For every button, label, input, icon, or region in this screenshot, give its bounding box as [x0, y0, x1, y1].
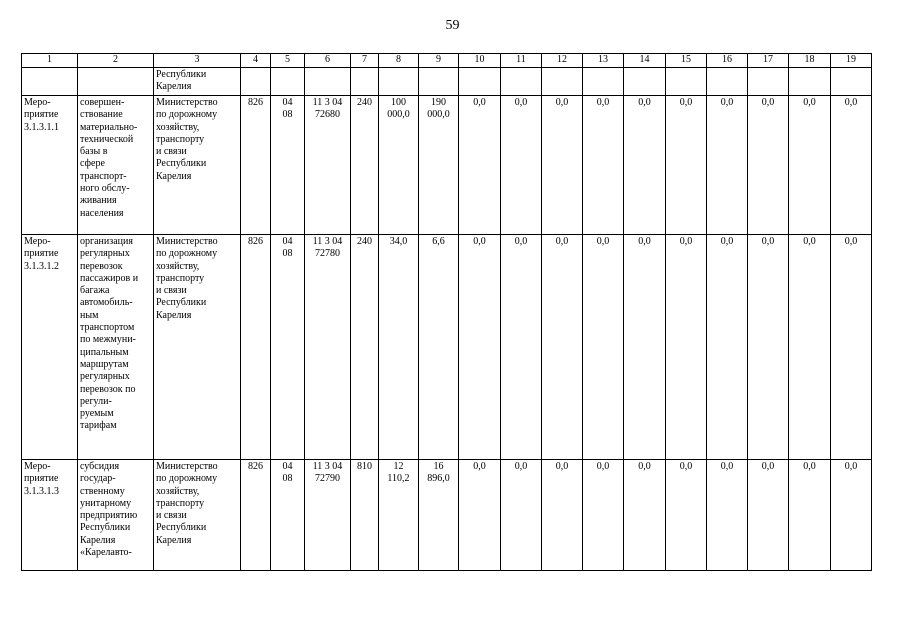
value-cell: 0,0 — [789, 235, 831, 460]
value-cell: 0,0 — [459, 235, 501, 460]
table-row — [22, 235, 872, 460]
column-header: 11 — [501, 54, 542, 68]
measure-id-cell: Меро- приятие 3.1.3.1.1 — [22, 96, 78, 235]
value-cell: 0,0 — [583, 235, 624, 460]
table-cell — [459, 68, 501, 96]
value-cell: 0,0 — [666, 460, 707, 571]
responsible-executor-cell: Республики Карелия — [154, 68, 241, 96]
value-cell: 100 000,0 — [379, 96, 419, 235]
column-header: 6 — [305, 54, 351, 68]
column-header: 10 — [459, 54, 501, 68]
table-row — [22, 460, 872, 571]
value-cell: 0,0 — [542, 96, 583, 235]
column-header: 14 — [624, 54, 666, 68]
column-header: 8 — [379, 54, 419, 68]
table-cell — [305, 68, 351, 96]
continuation-row — [22, 68, 872, 96]
column-header: 4 — [241, 54, 271, 68]
column-header: 13 — [583, 54, 624, 68]
vr-cell: 810 — [351, 460, 379, 571]
value-cell: 0,0 — [624, 235, 666, 460]
column-header: 1 — [22, 54, 78, 68]
value-cell: 0,0 — [624, 96, 666, 235]
table-cell — [241, 68, 271, 96]
responsible-executor-cell: Министерство по дорожному хозяйству, транспорту и связи Республики Карелия — [154, 460, 241, 571]
measure-id-cell: Меро- приятие 3.1.3.1.3 — [22, 460, 78, 571]
table-cell — [666, 68, 707, 96]
value-cell: 0,0 — [789, 96, 831, 235]
value-cell: 34,0 — [379, 235, 419, 460]
table-row — [22, 96, 872, 235]
value-cell: 0,0 — [583, 460, 624, 571]
rzpr-cell: 04 08 — [271, 96, 305, 235]
responsible-executor-cell: Министерство по дорожному хозяйству, транспорту и связи Республики Карелия — [154, 235, 241, 460]
value-cell: 6,6 — [419, 235, 459, 460]
value-cell: 0,0 — [501, 96, 542, 235]
grbs-cell: 826 — [241, 235, 271, 460]
value-cell: 0,0 — [748, 96, 789, 235]
table-cell — [271, 68, 305, 96]
table-cell — [789, 68, 831, 96]
csr-cell: 11 3 04 72780 — [305, 235, 351, 460]
value-cell: 0,0 — [831, 96, 872, 235]
table-cell — [419, 68, 459, 96]
table-cell — [542, 68, 583, 96]
table-cell — [379, 68, 419, 96]
value-cell: 0,0 — [624, 460, 666, 571]
value-cell: 0,0 — [542, 235, 583, 460]
column-header: 17 — [748, 54, 789, 68]
value-cell: 0,0 — [459, 460, 501, 571]
table-cell — [583, 68, 624, 96]
value-cell: 0,0 — [789, 460, 831, 571]
csr-cell: 11 3 04 72680 — [305, 96, 351, 235]
csr-cell: 11 3 04 72790 — [305, 460, 351, 571]
measure-name-cell: совершен- ствование материально- технической базы в сфере транспорт- ного обслу- живания населения — [78, 96, 154, 235]
table-cell — [624, 68, 666, 96]
measure-id-cell: Меро- приятие 3.1.3.1.2 — [22, 235, 78, 460]
value-cell: 0,0 — [707, 96, 748, 235]
table-cell — [78, 68, 154, 96]
grbs-cell: 826 — [241, 96, 271, 235]
table-cell — [748, 68, 789, 96]
value-cell: 0,0 — [501, 460, 542, 571]
column-header: 19 — [831, 54, 872, 68]
value-cell: 0,0 — [831, 235, 872, 460]
value-cell: 0,0 — [831, 460, 872, 571]
value-cell: 0,0 — [748, 235, 789, 460]
rzpr-cell: 04 08 — [271, 235, 305, 460]
column-header: 9 — [419, 54, 459, 68]
column-header: 16 — [707, 54, 748, 68]
table-cell — [707, 68, 748, 96]
responsible-executor-cell: Министерство по дорожному хозяйству, транспорту и связи Республики Карелия — [154, 96, 241, 235]
measure-name-cell: организация регулярных перевозок пассажиров и багажа автомобиль- ным транспортом по межмуни- ципальным маршрутам регулярных перевозок по регули- руемым тарифам — [78, 235, 154, 460]
value-cell: 0,0 — [707, 235, 748, 460]
value-cell: 0,0 — [707, 460, 748, 571]
value-cell: 0,0 — [666, 96, 707, 235]
value-cell: 0,0 — [459, 96, 501, 235]
column-header: 5 — [271, 54, 305, 68]
vr-cell: 240 — [351, 96, 379, 235]
table-cell — [351, 68, 379, 96]
value-cell: 12 110,2 — [379, 460, 419, 571]
value-cell: 0,0 — [748, 460, 789, 571]
value-cell: 16 896,0 — [419, 460, 459, 571]
rzpr-cell: 04 08 — [271, 460, 305, 571]
column-header: 2 — [78, 54, 154, 68]
budget-table — [21, 53, 872, 571]
table-cell — [501, 68, 542, 96]
measure-name-cell: субсидия государ- ственному унитарному предприятию Республики Карелия «Карелавто- — [78, 460, 154, 571]
value-cell: 0,0 — [542, 460, 583, 571]
value-cell: 190 000,0 — [419, 96, 459, 235]
table-cell — [831, 68, 872, 96]
value-cell: 0,0 — [583, 96, 624, 235]
page-number: 59 — [445, 18, 460, 33]
column-number-row — [22, 54, 872, 68]
column-header: 12 — [542, 54, 583, 68]
vr-cell: 240 — [351, 235, 379, 460]
value-cell: 0,0 — [666, 235, 707, 460]
column-header: 15 — [666, 54, 707, 68]
grbs-cell: 826 — [241, 460, 271, 571]
column-header: 18 — [789, 54, 831, 68]
column-header: 3 — [154, 54, 241, 68]
table-cell — [22, 68, 78, 96]
column-header: 7 — [351, 54, 379, 68]
value-cell: 0,0 — [501, 235, 542, 460]
